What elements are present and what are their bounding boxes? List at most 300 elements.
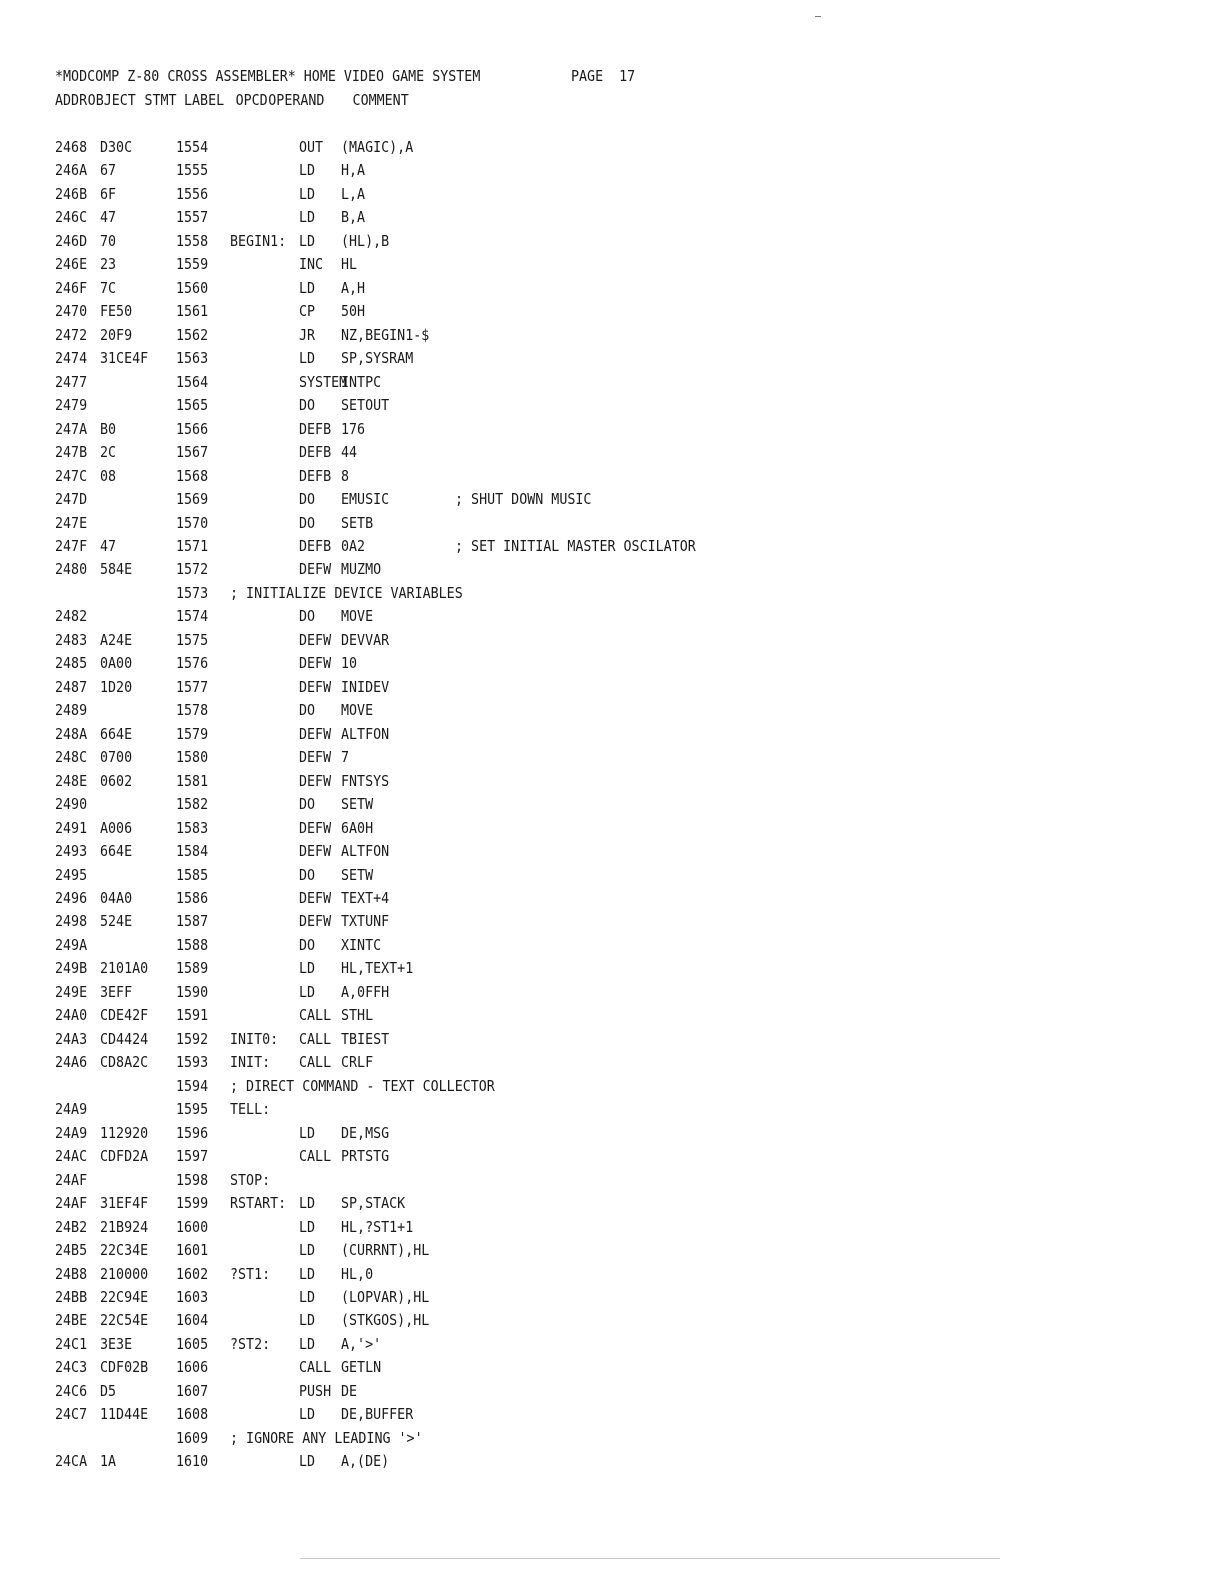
object-code-cell: 22C94E bbox=[100, 1287, 149, 1306]
statement-number-cell: 1606 bbox=[176, 1358, 209, 1377]
listing-row bbox=[55, 183, 1155, 206]
address-cell: 2480 bbox=[55, 560, 88, 579]
address-cell: 24BB bbox=[55, 1287, 88, 1306]
listing-row bbox=[55, 1450, 1155, 1473]
object-code-cell: B0 bbox=[100, 419, 117, 438]
statement-number-cell: 1574 bbox=[176, 607, 209, 626]
opcode-cell: INC bbox=[299, 255, 324, 274]
operand-cell: HL,TEXT+1 bbox=[341, 959, 414, 978]
address-cell: 249E bbox=[55, 982, 88, 1001]
statement-number-cell: 1603 bbox=[176, 1287, 209, 1306]
object-code-cell: 04A0 bbox=[100, 889, 133, 907]
address-cell: 248E bbox=[55, 771, 88, 790]
col-header-object: OBJECT bbox=[87, 91, 136, 109]
listing-row bbox=[55, 629, 1155, 652]
operand-cell: 0A2 bbox=[341, 536, 366, 555]
opcode-cell: DO bbox=[299, 490, 316, 509]
object-code-cell: CDE42F bbox=[100, 1006, 149, 1025]
operand-cell: 176 bbox=[341, 419, 366, 438]
object-code-cell: 11D44E bbox=[100, 1405, 149, 1424]
address-cell: 246A bbox=[55, 161, 88, 180]
label-cell: ?ST1: bbox=[230, 1264, 271, 1283]
statement-number-cell: 1569 bbox=[176, 490, 209, 509]
operand-cell: L,A bbox=[341, 184, 366, 203]
address-cell: 24B8 bbox=[55, 1264, 88, 1283]
statement-number-cell: 1578 bbox=[176, 701, 209, 720]
address-cell: 2470 bbox=[55, 302, 88, 321]
address-cell: 2479 bbox=[55, 396, 88, 415]
object-code-cell: CD8A2C bbox=[100, 1053, 149, 1072]
operand-cell: SP,STACK bbox=[341, 1194, 406, 1213]
operand-cell: PRTSTG bbox=[341, 1147, 390, 1166]
statement-number-cell: 1610 bbox=[176, 1452, 209, 1471]
listing-row bbox=[55, 1169, 1155, 1192]
opcode-cell: LD bbox=[299, 1334, 316, 1353]
statement-number-cell: 1554 bbox=[176, 138, 209, 156]
operand-cell: DE,BUFFER bbox=[341, 1405, 414, 1424]
operand-cell: H,A bbox=[341, 161, 366, 180]
listing-row bbox=[55, 652, 1155, 675]
operand-cell: 44 bbox=[341, 443, 358, 462]
address-cell: 249A bbox=[55, 935, 88, 954]
statement-number-cell: 1607 bbox=[176, 1381, 209, 1400]
statement-number-cell: 1555 bbox=[176, 161, 209, 180]
address-cell: 2482 bbox=[55, 607, 88, 626]
statement-number-cell: 1592 bbox=[176, 1029, 209, 1048]
listing-row bbox=[55, 840, 1155, 863]
address-cell: 2496 bbox=[55, 889, 88, 907]
opcode-cell: DO bbox=[299, 513, 316, 532]
opcode-cell: LD bbox=[299, 982, 316, 1001]
opcode-cell: JR bbox=[299, 325, 316, 344]
address-cell: 247E bbox=[55, 513, 88, 532]
comment-cell: ; SET INITIAL MASTER OSCILATOR bbox=[455, 536, 696, 555]
operand-cell: 50H bbox=[341, 302, 366, 321]
operand-cell: MOVE bbox=[341, 701, 374, 720]
listing-row bbox=[55, 418, 1155, 441]
opcode-cell: LD bbox=[299, 959, 316, 978]
object-code-cell: 47 bbox=[100, 208, 117, 227]
opcode-cell: LD bbox=[299, 231, 316, 250]
col-header-addr: ADDR bbox=[55, 91, 88, 109]
statement-number-cell: 1590 bbox=[176, 982, 209, 1001]
opcode-cell: CALL bbox=[299, 1006, 332, 1025]
operand-cell: INTPC bbox=[341, 372, 382, 391]
object-code-cell: 23 bbox=[100, 255, 117, 274]
object-code-cell: 22C54E bbox=[100, 1311, 149, 1330]
listing-row bbox=[55, 394, 1155, 417]
address-cell: 24C6 bbox=[55, 1381, 88, 1400]
opcode-cell: LD bbox=[299, 1311, 316, 1330]
label-cell: RSTART: bbox=[230, 1194, 287, 1213]
address-cell: 246F bbox=[55, 278, 88, 297]
object-code-cell: D5 bbox=[100, 1381, 117, 1400]
opcode-cell: SYSTEM bbox=[299, 372, 348, 391]
object-code-cell: 0602 bbox=[100, 771, 133, 790]
address-cell: 2489 bbox=[55, 701, 88, 720]
listing-row bbox=[55, 817, 1155, 840]
object-code-cell: 47 bbox=[100, 536, 117, 555]
opcode-cell: CALL bbox=[299, 1358, 332, 1377]
address-cell: 246C bbox=[55, 208, 88, 227]
assembly-listing bbox=[55, 136, 1155, 1474]
statement-number-cell: 1565 bbox=[176, 396, 209, 415]
opcode-cell: DEFW bbox=[299, 560, 332, 579]
operand-cell: DE,MSG bbox=[341, 1123, 390, 1142]
statement-number-cell: 1608 bbox=[176, 1405, 209, 1424]
object-code-cell: 3EFF bbox=[100, 982, 133, 1001]
statement-number-cell: 1572 bbox=[176, 560, 209, 579]
statement-number-cell: 1594 bbox=[176, 1076, 209, 1095]
object-code-cell: A006 bbox=[100, 818, 133, 837]
address-cell: 2487 bbox=[55, 677, 88, 696]
opcode-cell: OUT bbox=[299, 138, 324, 156]
object-code-cell: 70 bbox=[100, 231, 117, 250]
listing-row bbox=[55, 1309, 1155, 1332]
opcode-cell: DO bbox=[299, 865, 316, 884]
statement-number-cell: 1580 bbox=[176, 748, 209, 767]
opcode-cell: LD bbox=[299, 1123, 316, 1142]
operand-cell: HL,0 bbox=[341, 1264, 374, 1283]
opcode-cell: LD bbox=[299, 1405, 316, 1424]
operand-cell: (MAGIC),A bbox=[341, 138, 414, 156]
opcode-cell: DEFB bbox=[299, 536, 332, 555]
statement-number-cell: 1566 bbox=[176, 419, 209, 438]
opcode-cell: LD bbox=[299, 349, 316, 368]
listing-row bbox=[55, 910, 1155, 933]
label-cell: BEGIN1: bbox=[230, 231, 287, 250]
listing-row bbox=[55, 277, 1155, 300]
address-cell: 2483 bbox=[55, 630, 88, 649]
page-number: PAGE 17 bbox=[571, 67, 636, 85]
opcode-cell: LD bbox=[299, 278, 316, 297]
statement-number-cell: 1567 bbox=[176, 443, 209, 462]
listing-row bbox=[55, 934, 1155, 957]
object-code-cell: 31CE4F bbox=[100, 349, 149, 368]
listing-row bbox=[55, 1028, 1155, 1051]
operand-cell: CRLF bbox=[341, 1053, 374, 1072]
opcode-cell: CP bbox=[299, 302, 316, 321]
statement-number-cell: 1571 bbox=[176, 536, 209, 555]
statement-number-cell: 1600 bbox=[176, 1217, 209, 1236]
statement-number-cell: 1588 bbox=[176, 935, 209, 954]
object-code-cell: 0700 bbox=[100, 748, 133, 767]
listing-row bbox=[55, 605, 1155, 628]
opcode-cell: DEFW bbox=[299, 842, 332, 861]
address-cell: 247C bbox=[55, 466, 88, 485]
operand-cell: MUZMO bbox=[341, 560, 382, 579]
address-cell: 2495 bbox=[55, 865, 88, 884]
opcode-cell: DO bbox=[299, 701, 316, 720]
address-cell: 24C3 bbox=[55, 1358, 88, 1377]
operand-cell: SP,SYSRAM bbox=[341, 349, 414, 368]
opcode-cell: DO bbox=[299, 935, 316, 954]
listing-row bbox=[55, 465, 1155, 488]
statement-number-cell: 1604 bbox=[176, 1311, 209, 1330]
operand-cell: (CURRNT),HL bbox=[341, 1241, 430, 1260]
object-code-cell: 20F9 bbox=[100, 325, 133, 344]
listing-row bbox=[55, 512, 1155, 535]
address-cell: 2474 bbox=[55, 349, 88, 368]
listing-row bbox=[55, 864, 1155, 887]
statement-number-cell: 1568 bbox=[176, 466, 209, 485]
opcode-cell: LD bbox=[299, 1194, 316, 1213]
opcode-cell: DEFW bbox=[299, 630, 332, 649]
label-cell: INIT: bbox=[230, 1053, 271, 1072]
col-header-opcd: OPCD bbox=[235, 91, 268, 109]
opcode-cell: LD bbox=[299, 1217, 316, 1236]
operand-cell: STHL bbox=[341, 1006, 374, 1025]
statement-number-cell: 1575 bbox=[176, 630, 209, 649]
address-cell: 24A0 bbox=[55, 1006, 88, 1025]
operand-cell: GETLN bbox=[341, 1358, 382, 1377]
header-title-line bbox=[55, 64, 1001, 88]
col-header-comment: COMMENT bbox=[352, 91, 409, 109]
object-code-cell: A24E bbox=[100, 630, 133, 649]
statement-number-cell: 1596 bbox=[176, 1123, 209, 1142]
opcode-cell: LD bbox=[299, 1264, 316, 1283]
opcode-cell: LD bbox=[299, 1287, 316, 1306]
opcode-cell: CALL bbox=[299, 1147, 332, 1166]
operand-cell: SETW bbox=[341, 795, 374, 814]
object-code-cell: 22C34E bbox=[100, 1241, 149, 1260]
label-cell: INIT0: bbox=[230, 1029, 279, 1048]
address-cell: 2498 bbox=[55, 912, 88, 931]
listing-row bbox=[55, 1051, 1155, 1074]
operand-cell: B,A bbox=[341, 208, 366, 227]
address-cell: 24B5 bbox=[55, 1241, 88, 1260]
operand-cell: NZ,BEGIN1-$ bbox=[341, 325, 430, 344]
listing-row bbox=[55, 981, 1155, 1004]
opcode-cell: DEFW bbox=[299, 654, 332, 673]
statement-number-cell: 1576 bbox=[176, 654, 209, 673]
statement-number-cell: 1586 bbox=[176, 889, 209, 907]
statement-number-cell: 1589 bbox=[176, 959, 209, 978]
statement-number-cell: 1581 bbox=[176, 771, 209, 790]
opcode-cell: CALL bbox=[299, 1029, 332, 1048]
listing-row bbox=[55, 1333, 1155, 1356]
opcode-cell: LD bbox=[299, 1241, 316, 1260]
operand-cell: A,'>' bbox=[341, 1334, 382, 1353]
address-cell: 248A bbox=[55, 724, 88, 743]
statement-number-cell: 1559 bbox=[176, 255, 209, 274]
scan-mark bbox=[815, 16, 821, 17]
operand-cell: SETOUT bbox=[341, 396, 390, 415]
listing-row bbox=[55, 699, 1155, 722]
opcode-cell: DO bbox=[299, 795, 316, 814]
operand-cell: A,(DE) bbox=[341, 1452, 390, 1471]
listing-row bbox=[55, 347, 1155, 370]
operand-cell: ALTFON bbox=[341, 724, 390, 743]
listing-row bbox=[55, 676, 1155, 699]
address-cell: 24AC bbox=[55, 1147, 88, 1166]
operand-cell: ALTFON bbox=[341, 842, 390, 861]
opcode-cell: LD bbox=[299, 184, 316, 203]
address-cell: 2485 bbox=[55, 654, 88, 673]
object-code-cell: 664E bbox=[100, 842, 133, 861]
listing-row bbox=[55, 558, 1155, 581]
statement-number-cell: 1593 bbox=[176, 1053, 209, 1072]
listing-row bbox=[55, 300, 1155, 323]
page-bottom-rule bbox=[300, 1558, 1000, 1559]
listing-row bbox=[55, 1286, 1155, 1309]
operand-cell: (STKGOS),HL bbox=[341, 1311, 430, 1330]
col-header-operand: OPERAND bbox=[268, 91, 325, 109]
listing-row bbox=[55, 488, 1155, 511]
statement-number-cell: 1599 bbox=[176, 1194, 209, 1213]
listing-row bbox=[55, 253, 1155, 276]
listing-row bbox=[55, 206, 1155, 229]
address-cell: 24A6 bbox=[55, 1053, 88, 1072]
listing-row bbox=[55, 1075, 1155, 1098]
statement-number-cell: 1556 bbox=[176, 184, 209, 203]
address-cell: 24AF bbox=[55, 1194, 88, 1213]
listing-row bbox=[55, 159, 1155, 182]
object-code-cell: 1D20 bbox=[100, 677, 133, 696]
opcode-cell: DEFW bbox=[299, 771, 332, 790]
listing-row bbox=[55, 230, 1155, 253]
object-code-cell: 21B924 bbox=[100, 1217, 149, 1236]
statement-number-cell: 1605 bbox=[176, 1334, 209, 1353]
operand-cell: XINTC bbox=[341, 935, 382, 954]
address-cell: 246B bbox=[55, 184, 88, 203]
statement-number-cell: 1587 bbox=[176, 912, 209, 931]
object-code-cell: 584E bbox=[100, 560, 133, 579]
listing-row bbox=[55, 136, 1155, 159]
statement-number-cell: 1601 bbox=[176, 1241, 209, 1260]
object-code-cell: 664E bbox=[100, 724, 133, 743]
operand-cell: TEXT+4 bbox=[341, 889, 390, 907]
opcode-cell: PUSH bbox=[299, 1381, 332, 1400]
statement-number-cell: 1609 bbox=[176, 1428, 209, 1447]
operand-cell: TBIEST bbox=[341, 1029, 390, 1048]
address-cell: 2493 bbox=[55, 842, 88, 861]
statement-number-cell: 1602 bbox=[176, 1264, 209, 1283]
label-cell: TELL: bbox=[230, 1100, 271, 1119]
object-code-cell: 2101A0 bbox=[100, 959, 149, 978]
object-code-cell: 112920 bbox=[100, 1123, 149, 1142]
listing-row bbox=[55, 441, 1155, 464]
listing-row bbox=[55, 371, 1155, 394]
operand-cell: SETB bbox=[341, 513, 374, 532]
opcode-cell: DEFB bbox=[299, 419, 332, 438]
statement-number-cell: 1579 bbox=[176, 724, 209, 743]
listing-row bbox=[55, 1192, 1155, 1215]
address-cell: 247D bbox=[55, 490, 88, 509]
address-cell: 24CA bbox=[55, 1452, 88, 1471]
statement-number-cell: 1564 bbox=[176, 372, 209, 391]
address-cell: 2490 bbox=[55, 795, 88, 814]
statement-number-cell: 1577 bbox=[176, 677, 209, 696]
operand-cell: 6A0H bbox=[341, 818, 374, 837]
listing-row bbox=[55, 793, 1155, 816]
statement-number-cell: 1583 bbox=[176, 818, 209, 837]
operand-cell: DEVVAR bbox=[341, 630, 390, 649]
address-cell: 24A9 bbox=[55, 1123, 88, 1142]
statement-number-cell: 1598 bbox=[176, 1170, 209, 1189]
operand-cell: A,0FFH bbox=[341, 982, 390, 1001]
opcode-cell: DEFW bbox=[299, 677, 332, 696]
address-cell: 247A bbox=[55, 419, 88, 438]
address-cell: 24A3 bbox=[55, 1029, 88, 1048]
object-code-cell: 1A bbox=[100, 1452, 117, 1471]
listing-row bbox=[55, 1004, 1155, 1027]
object-code-cell: 7C bbox=[100, 278, 117, 297]
address-cell: 24B2 bbox=[55, 1217, 88, 1236]
object-code-cell: 67 bbox=[100, 161, 117, 180]
statement-number-cell: 1570 bbox=[176, 513, 209, 532]
col-header-label: LABEL bbox=[184, 91, 225, 109]
operand-cell: HL,?ST1+1 bbox=[341, 1217, 414, 1236]
operand-cell: MOVE bbox=[341, 607, 374, 626]
listing-row bbox=[55, 1403, 1155, 1426]
document-title: *MODCOMP Z-80 CROSS ASSEMBLER* HOME VIDEO GAME SYSTEM bbox=[55, 67, 481, 85]
listing-row bbox=[55, 746, 1155, 769]
col-header-stmt: STMT bbox=[144, 91, 177, 109]
comment-cell: ; SHUT DOWN MUSIC bbox=[455, 490, 592, 509]
operand-cell: (HL),B bbox=[341, 231, 390, 250]
address-cell: 2491 bbox=[55, 818, 88, 837]
listing-row bbox=[55, 1427, 1155, 1450]
listing-row bbox=[55, 1380, 1155, 1403]
object-code-cell: 31EF4F bbox=[100, 1194, 149, 1213]
object-code-cell: 6F bbox=[100, 184, 117, 203]
operand-cell: 7 bbox=[341, 748, 350, 767]
address-cell: 249B bbox=[55, 959, 88, 978]
listing-row bbox=[55, 324, 1155, 347]
label-cell: STOP: bbox=[230, 1170, 271, 1189]
address-cell: 24AF bbox=[55, 1170, 88, 1189]
object-code-cell: D30C bbox=[100, 138, 133, 156]
object-code-cell: 524E bbox=[100, 912, 133, 931]
label-cell: ?ST2: bbox=[230, 1334, 271, 1353]
object-code-cell: 0A00 bbox=[100, 654, 133, 673]
listing-row bbox=[55, 1098, 1155, 1121]
object-code-cell: 2C bbox=[100, 443, 117, 462]
address-cell: 247F bbox=[55, 536, 88, 555]
address-cell: 24C7 bbox=[55, 1405, 88, 1424]
listing-row bbox=[55, 1145, 1155, 1168]
opcode-cell: DEFW bbox=[299, 889, 332, 907]
statement-number-cell: 1595 bbox=[176, 1100, 209, 1119]
opcode-cell: DO bbox=[299, 607, 316, 626]
object-code-cell: 210000 bbox=[100, 1264, 149, 1283]
listing-row bbox=[55, 582, 1155, 605]
address-cell: 2468 bbox=[55, 138, 88, 156]
opcode-cell: DO bbox=[299, 396, 316, 415]
opcode-cell: LD bbox=[299, 161, 316, 180]
listing-row bbox=[55, 1263, 1155, 1286]
object-code-cell: FE50 bbox=[100, 302, 133, 321]
statement-number-cell: 1558 bbox=[176, 231, 209, 250]
address-cell: 248C bbox=[55, 748, 88, 767]
address-cell: 24BE bbox=[55, 1311, 88, 1330]
operand-cell: HL bbox=[341, 255, 358, 274]
operand-cell: INIDEV bbox=[341, 677, 390, 696]
opcode-cell: DEFB bbox=[299, 443, 332, 462]
operand-cell: 8 bbox=[341, 466, 350, 485]
comment-line: ; IGNORE ANY LEADING '>' bbox=[230, 1428, 423, 1447]
object-code-cell: 3E3E bbox=[100, 1334, 133, 1353]
column-headers bbox=[55, 88, 1001, 112]
opcode-cell: DEFW bbox=[299, 818, 332, 837]
opcode-cell: DEFW bbox=[299, 912, 332, 931]
statement-number-cell: 1561 bbox=[176, 302, 209, 321]
opcode-cell: LD bbox=[299, 1452, 316, 1471]
statement-number-cell: 1557 bbox=[176, 208, 209, 227]
page-header bbox=[55, 64, 1155, 112]
listing-row bbox=[55, 1356, 1155, 1379]
